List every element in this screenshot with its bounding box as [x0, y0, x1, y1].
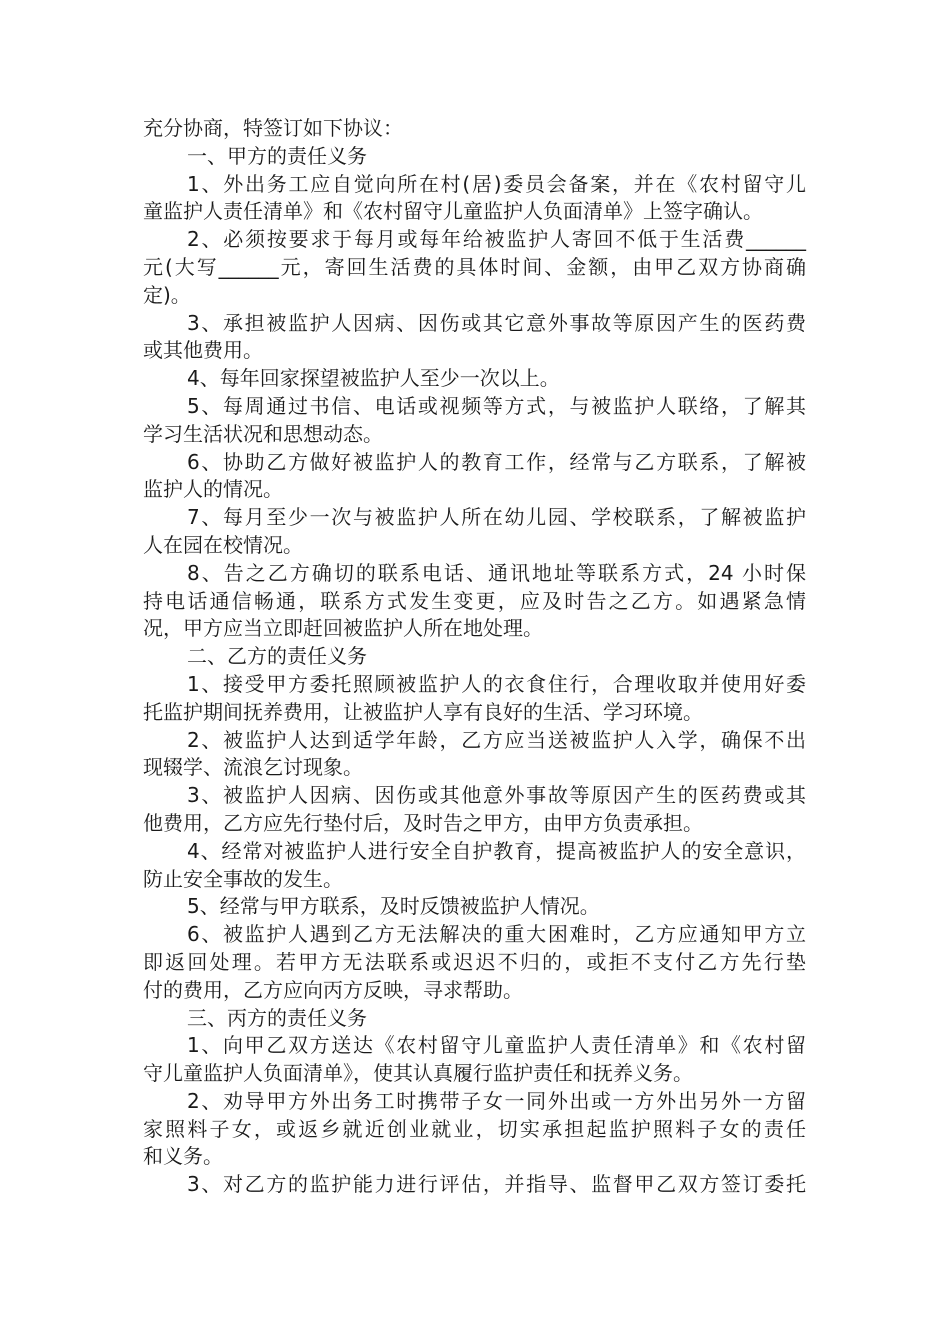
- text-line: 充分协商，特签订如下协议：: [143, 116, 403, 140]
- paragraph: [143, 393, 806, 449]
- text-line: 付的费用，乙方应向丙方反映，寻求帮助。: [143, 977, 523, 1002]
- paragraph: [143, 365, 806, 393]
- paragraph: [143, 115, 806, 143]
- text-line: 防止安全事故的发生。: [143, 866, 343, 891]
- text-line: 4、经常对被监护人进行安全自护教育，提高被监护人的安全意识，: [187, 838, 806, 863]
- text-line: 家照料子女，或返乡就近创业就业，切实承担起监护照料子女的责任: [143, 1116, 806, 1141]
- text-line: 1、接受甲方委托照顾被监护人的衣食住行，合理收取并使用好委: [187, 671, 806, 696]
- text-line: 8、告之乙方确切的联系电话、通讯地址等联系方式，24 小时保: [187, 560, 806, 585]
- text-line: 2、必须按要求于每月或每年给被监护人寄回不低于生活费______: [187, 227, 806, 252]
- text-line: 6、被监护人遇到乙方无法解决的重大困难时，乙方应通知甲方立: [187, 922, 806, 947]
- text-line: 现辍学、流浪乞讨现象。: [143, 755, 363, 780]
- text-line: 和义务。: [143, 1144, 223, 1169]
- paragraph: [143, 838, 806, 894]
- paragraph: [143, 921, 806, 1004]
- text-line: 一、甲方的责任义务: [187, 143, 367, 168]
- text-line: 童监护人责任清单》和《农村留守儿童监护人负面清单》上签字确认。: [143, 199, 763, 224]
- text-line: 即返回处理。若甲方无法联系或迟迟不归的，或拒不支付乙方先行垫: [143, 949, 806, 974]
- text-line: 况，甲方应当立即赶回被监护人所在地处理。: [143, 616, 543, 641]
- paragraph: [143, 310, 806, 366]
- text-line: 人在园在校情况。: [143, 532, 303, 557]
- text-line: 6、协助乙方做好被监护人的教育工作，经常与乙方联系，了解被: [187, 449, 806, 474]
- document-page: [143, 115, 806, 1199]
- text-line: 二、乙方的责任义务: [187, 644, 367, 669]
- paragraph: [143, 671, 806, 727]
- text-line: 3、被监护人因病、因伤或其他意外事故等原因产生的医药费或其: [187, 783, 806, 808]
- text-line: 元(大写______元，寄回生活费的具体时间、金额，由甲乙双方协商确: [143, 254, 806, 279]
- paragraph: [143, 1088, 806, 1171]
- paragraph: [143, 893, 806, 921]
- text-line: 托监护期间抚养费用，让被监护人享有良好的生活、学习环境。: [143, 699, 703, 724]
- paragraph: [143, 504, 806, 560]
- text-line: 学习生活状况和思想动态。: [143, 421, 383, 446]
- text-line: 7、每月至少一次与被监护人所在幼儿园、学校联系，了解被监护: [187, 505, 806, 530]
- paragraph: [143, 449, 806, 505]
- paragraph: [143, 1032, 806, 1088]
- paragraph: [143, 143, 806, 171]
- text-line: 监护人的情况。: [143, 477, 283, 502]
- text-line: 1、外出务工应自觉向所在村(居)委员会备案，并在《农村留守儿: [187, 171, 806, 196]
- paragraph: [143, 1171, 806, 1199]
- text-line: 5、每周通过书信、电话或视频等方式，与被监护人联络，了解其: [187, 393, 806, 418]
- text-line: 2、被监护人达到适学年龄，乙方应当送被监护人入学，确保不出: [187, 727, 806, 752]
- text-line: 4、每年回家探望被监护人至少一次以上。: [187, 366, 560, 391]
- paragraph: [143, 782, 806, 838]
- paragraph: [143, 560, 806, 643]
- paragraph: [143, 727, 806, 783]
- text-line: 2、劝导甲方外出务工时携带子女一同外出或一方外出另外一方留: [187, 1088, 806, 1113]
- text-line: 或其他费用。: [143, 338, 263, 363]
- text-line: 5、经常与甲方联系，及时反馈被监护人情况。: [187, 894, 600, 919]
- text-line: 3、承担被监护人因病、因伤或其它意外事故等原因产生的医药费: [187, 310, 806, 335]
- paragraph: [143, 226, 806, 309]
- text-line: 守儿童监护人负面清单》，使其认真履行监护责任和抚养义务。: [143, 1061, 693, 1086]
- text-line: 1、向甲乙双方送达《农村留守儿童监护人责任清单》和《农村留: [187, 1033, 806, 1058]
- paragraph: [143, 171, 806, 227]
- text-line: 三、丙方的责任义务: [187, 1005, 367, 1030]
- text-line: 3、对乙方的监护能力进行评估，并指导、监督甲乙双方签订委托: [187, 1172, 806, 1197]
- paragraph: [143, 643, 806, 671]
- text-line: 持电话通信畅通，联系方式发生变更，应及时告之乙方。如遇紧急情: [143, 588, 806, 613]
- text-line: 他费用，乙方应先行垫付后，及时告之甲方，由甲方负责承担。: [143, 810, 703, 835]
- text-line: 定)。: [143, 282, 191, 307]
- paragraph: [143, 1005, 806, 1033]
